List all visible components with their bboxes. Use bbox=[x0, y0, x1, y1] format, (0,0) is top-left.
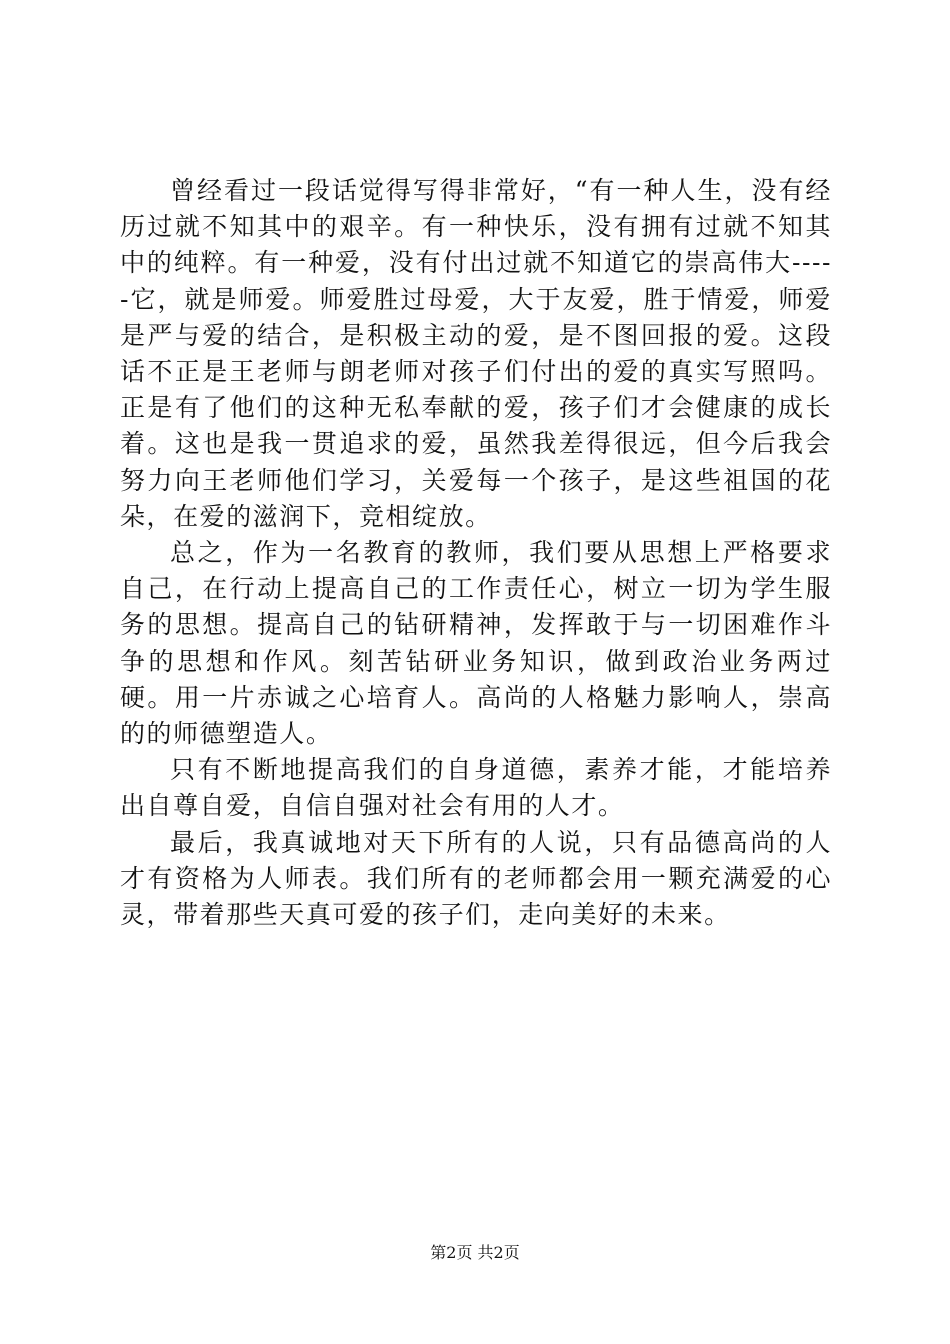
paragraph-2: 总之，作为一名教育的教师，我们要从思想上严格要求自己，在行动上提高自己的工作责任心，树立一切为学生服务的思想。提高自己的钻研精神，发挥敢于与一切困难作斗争的思想和作风。刻苦钻研业务知识，做到政治业务两过硬。用一片赤诚之心培育人。高尚的人格魅力影响人，崇高的的师德塑造人。 bbox=[120, 538, 832, 749]
paragraph-1: 曾经看过一段话觉得写得非常好，“有一种人生，没有经历过就不知其中的艰辛。有一种快乐，没有拥有过就不知其中的纯粹。有一种爱，没有付出过就不知道它的崇高伟大-----它，就是师爱。师爱胜过母爱，大于友爱，胜于情爱，师爱是严与爱的结合，是积极主动的爱，是不图回报的爱。这段话不正是王老师与朗老师对孩子们付出的爱的真实写照吗。正是有了他们的这种无私奉献的爱，孩子们才会健康的成长着。这也是我一贯追求的爱，虽然我差得很远，但今后我会努力向王老师他们学习，关爱每一个孩子，是这些祖国的花朵，在爱的滋润下，竞相绽放。 bbox=[120, 176, 832, 531]
page-number-footer: 第2页 共2页 bbox=[430, 1243, 520, 1262]
paragraph-3: 只有不断地提高我们的自身道德，素养才能，才能培养出自尊自爱，自信自强对社会有用的人才。 bbox=[120, 755, 832, 821]
document-body bbox=[120, 173, 832, 933]
paragraph-4: 最后，我真诚地对天下所有的人说，只有品德高尚的人才有资格为人师表。我们所有的老师都会用一颗充满爱的心灵，带着那些天真可爱的孩子们，走向美好的未来。 bbox=[120, 827, 832, 930]
